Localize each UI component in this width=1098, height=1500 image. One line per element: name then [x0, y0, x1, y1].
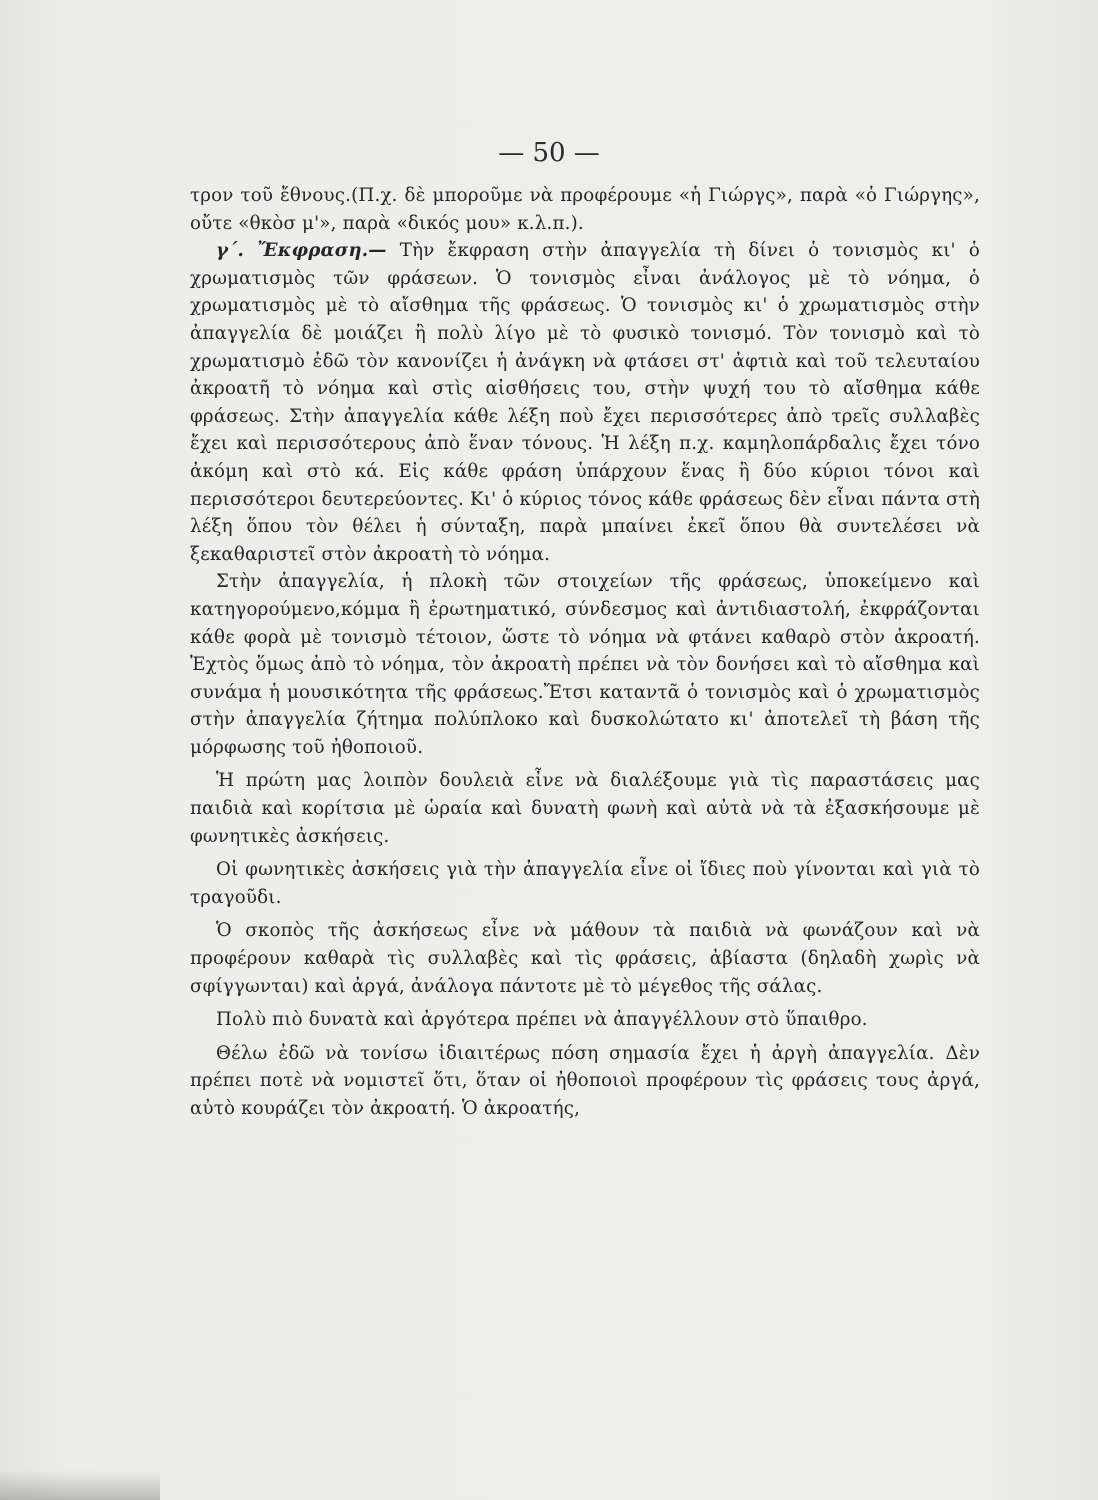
paragraph-2-text: Τὴν ἔκφραση στὴν ἀπαγγελία τὴ δίνει ὁ τονισμὸς κι' ὁ χρωματισμὸς τῶν φράσεων. Ὁ τονισμὸς εἶναι ἀνάλογος μὲ τὸ νόημα, ὁ χρωματισμὸς μὲ τὸ αἴσθημα τῆς φράσεως. Ὁ τονισμὸς κι' ὁ χρωματισμὸς στὴν ἀπαγγελία δὲ μοιάζει ἢ πολὺ λίγο μὲ τὸ φυσικὸ τονισμό. Τὸν τονισμὸ καὶ τὸ χρωματισμὸ ἐδῶ τὸν κανονίζει ἡ ἀνάγκη νὰ φτάσει στ' ἀφτιὰ καὶ τοῦ τελευταίου ἀκροατῆ τὸ νόημα καὶ στὶς αἰσθήσεις του, στὴν ψυχή του τὸ αἴσθημα κάθε φράσεως. Στὴν ἀπαγγελία κάθε λέξη ποὺ ἔχει περισσότερες ἀπὸ τρεῖς συλλαβὲς ἔχει καὶ περισσότερους ἀπὸ ἕναν τόνους. Ἡ λέξη π.χ. καμηλοπάρδαλις ἔχει τόνο ἀκόμη καὶ στὸ κά. Εἰς κάθε φράση ὑπάρχουν ἕνας ἢ δύο κύριοι τόνοι καὶ περισσότεροι δευτερεύοντες. Κι' ὁ κύριος τόνος κάθε φράσεως δὲν εἶναι πάντα στὴ λέξη ὅπου τὸν θέλει ἡ σύνταξη, παρὰ μπαίνει ἐκεῖ ὅπου θὰ συντελέσει νὰ ξεκαθαριστεῖ στὸν ἀκροατὴ τὸ νόημα. — [190, 240, 980, 565]
paragraph-5: Οἱ φωνητικὲς ἀσκήσεις γιὰ τὴν ἀπαγγελία εἶνε οἱ ἴδιες ποὺ γίνονται καὶ γιὰ τὸ τραγοῦδι. — [190, 859, 980, 908]
paragraph-8: Θέλω ἐδῶ νὰ τονίσω ἰδιαιτέρως πόση σημασία ἔχει ἡ ἀργὴ ἀπαγγελία. Δὲν πρέπει ποτὲ νὰ νομιστεῖ ὅτι, ὅταν οἱ ἠθοποιοὶ προφέρουν τὶς φράσεις τους ἀργά, αὐτὸ κουράζει τὸν ἀκροατή. Ὁ ἀκροατής, — [190, 1042, 980, 1119]
body-text — [190, 182, 980, 1123]
scan-edge-shadow — [0, 1470, 160, 1500]
paragraph-6: Ὁ σκοπὸς τῆς ἀσκήσεως εἶνε νὰ μάθουν τὰ παιδιὰ νὰ φωνάζουν καὶ νὰ προφέρουν καθαρὰ τὶς συλλαβὲς καὶ τὶς φράσεις, ἀβίαστα (δηλαδὴ χωρὶς νὰ σφίγγωνται) καὶ ἀργά, ἀνάλογα πάντοτε μὲ τὸ μέγεθος τῆς σάλας. — [190, 920, 980, 997]
paragraph-2 — [190, 237, 980, 568]
page-number: — 50 — — [498, 138, 600, 168]
paragraph-4: Ἡ πρώτη μας λοιπὸν δουλειὰ εἶνε νὰ διαλέξουμε γιὰ τὶς παραστάσεις μας παιδιὰ καὶ κορίτσια μὲ ὡραία καὶ δυνατὴ φωνὴ καὶ αὐτὰ νὰ τὰ ἐξασκήσουμε μὲ φωνητικὲς ἀσκήσεις. — [190, 770, 980, 847]
paragraph-7: Πολὺ πιὸ δυνατὰ καὶ ἀργότερα πρέπει νὰ ἀπαγγέλλουν στὸ ὕπαιθρο. — [216, 1009, 868, 1031]
section-heading: γ΄. Ἔκφραση.— — [216, 240, 387, 262]
paragraph-3: Στὴν ἀπαγγελία, ἡ πλοκὴ τῶν στοιχείων τῆς φράσεως, ὑποκείμενο καὶ κατηγορούμενο,κόμμα ἢ ἐρωτηματικό, σύνδεσμος καὶ ἀντιδιαστολή, ἐκφράζονται κάθε φορὰ μὲ τονισμὸ τέτοιον, ὥστε τὸ νόημα νὰ φτάνει καθαρὸ στὸν ἀκροατή. Ἐχτὸς ὅμως ἀπὸ τὸ νόημα, τὸν ἀκροατὴ πρέπει νὰ τὸν δονήσει καὶ τὸ αἴσθημα καὶ συνάμα ἡ μουσικότητα τῆς φράσεως.Ἔτσι καταντᾶ ὁ τονισμὸς καὶ ὁ χρωματισμὸς στὴν ἀπαγγελία ζήτημα πολύπλοκο καὶ δυσκολώτατο κι' ἀποτελεῖ τὴ βάση τῆς μόρφωσης τοῦ ἠθοποιοῦ. — [190, 571, 980, 758]
paragraph-1: τρον τοῦ ἔθνους.(Π.χ. δὲ μποροῦμε νὰ προφέρουμε «ἡ Γιώργς», παρὰ «ὁ Γιώργης», οὔτε «θκὸσ μ'», παρὰ «δικός μου» κ.λ.π.). — [190, 185, 980, 234]
